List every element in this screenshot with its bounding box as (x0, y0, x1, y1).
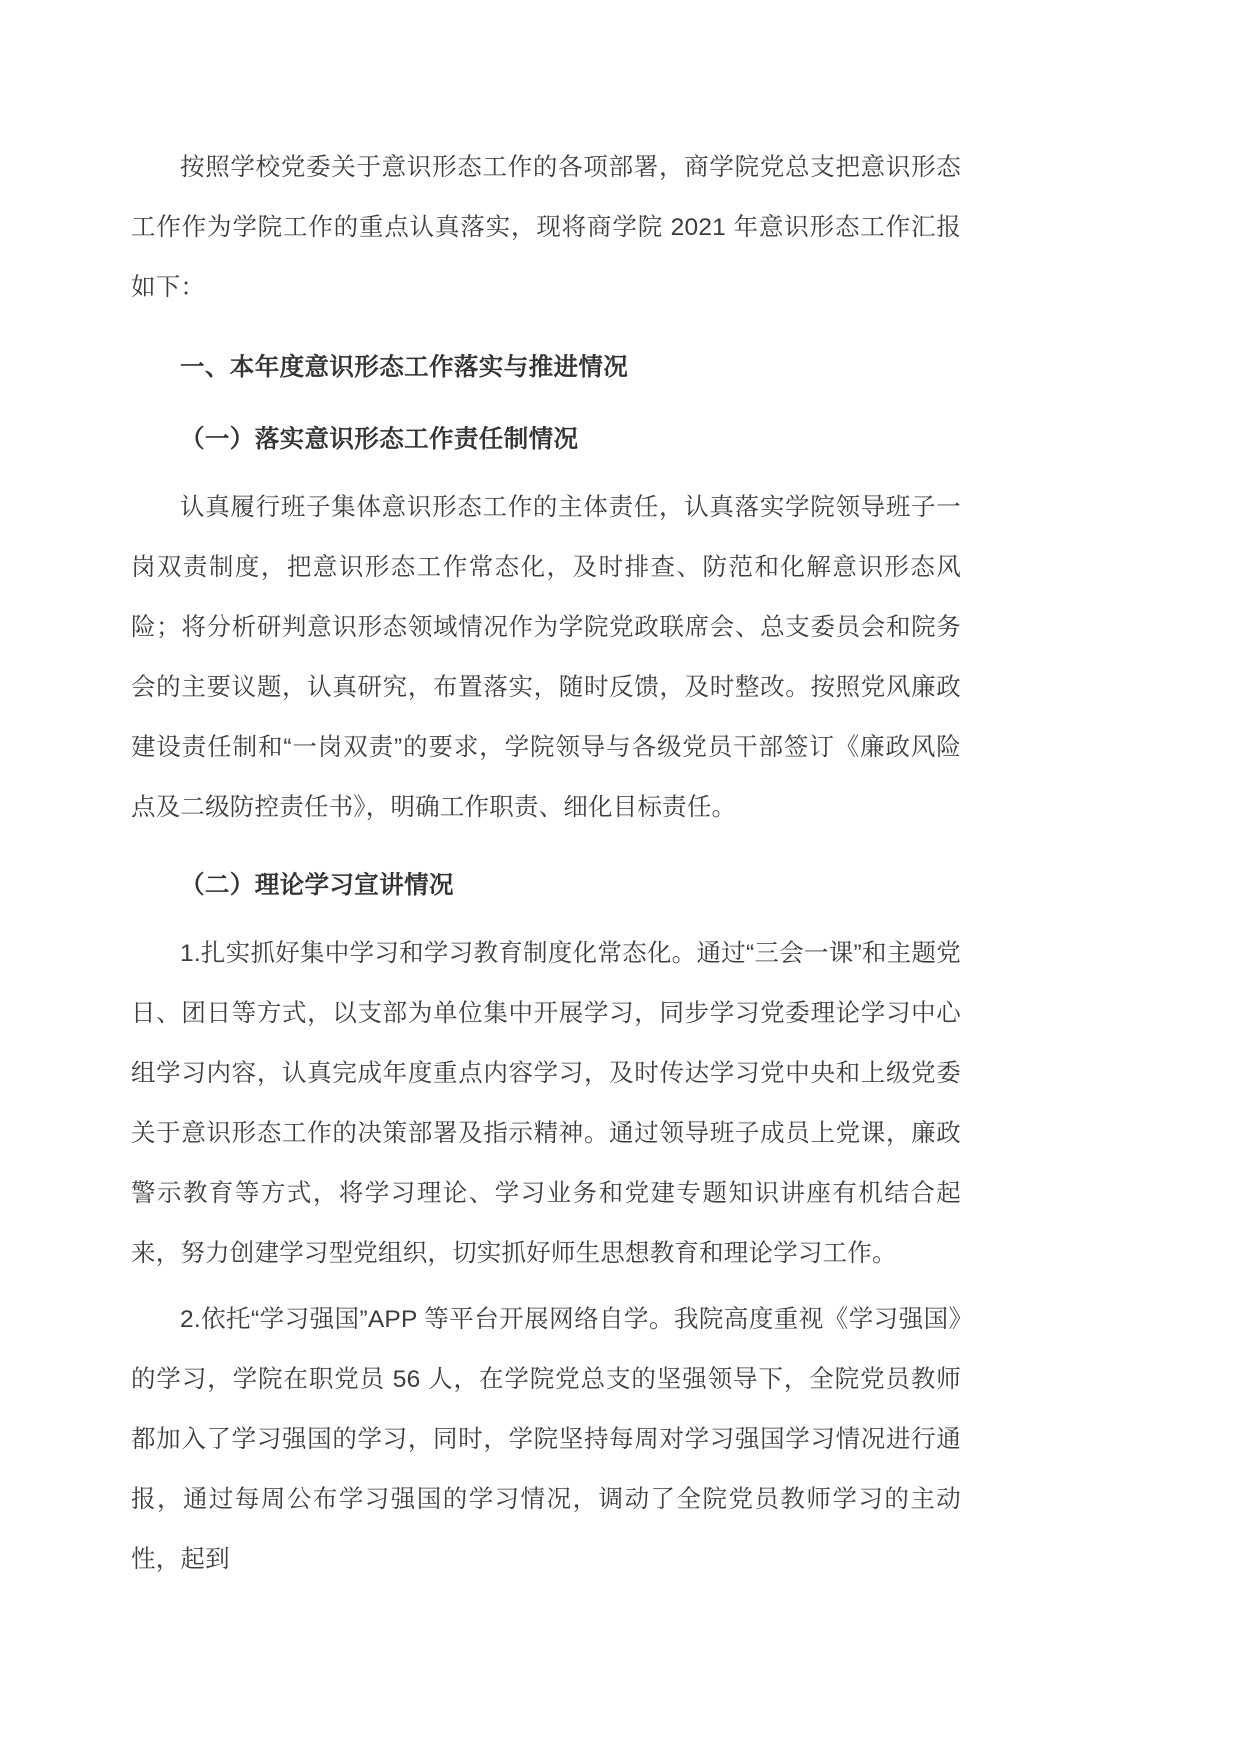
intro-paragraph: 按照学校党委关于意识形态工作的各项部署，商学院党总支把意识形态工作作为学院工作的重点认真落实，现将商学院 2021 年意识形态工作汇报如下： (131, 154, 961, 301)
section-1-2-item-2: 2.依托“学习强国”APP 等平台开展网络自学。我院高度重视《学习强国》的学习，学院在职党员 56 人，在学院党总支的坚强领导下，全院党员教师都加入了学习强国的学习，同时，学院坚持每周对学习强国学习情况进行通报，通过每周公布学习强国的学习情况，调动了全院党员教师学习的主动性，起到 (131, 1306, 961, 1573)
subsection-heading-1-1: （一）落实意识形态工作责任制情况 (180, 426, 579, 453)
subsection-heading-1-2: （二）理论学习宣讲情况 (180, 872, 454, 899)
document-body (131, 138, 961, 1590)
section-1-2-item-1: 1.扎实抓好集中学习和学习教育制度化常态化。通过“三会一课”和主题党日、团日等方式，以支部为单位集中开展学习，同步学习党委理论学习中心组学习内容，认真完成年度重点内容学习，及时传达学习党中央和上级党委关于意识形态工作的决策部署及指示精神。通过领导班子成员上党课，廉政警示教育等方式，将学习理论、学习业务和党建专题知识讲座有机结合起来，努力创建学习型党组织，切实抓好师生思想教育和理论学习工作。 (131, 940, 961, 1267)
section-heading-1: 一、本年度意识形态工作落实与推进情况 (180, 354, 629, 381)
spacer (131, 838, 961, 844)
section-1-1-body: 认真履行班子集体意识形态工作的主体责任，认真落实学院领导班子一岗双责制度，把意识形态工作常态化，及时排查、防范和化解意识形态风险；将分析研判意识形态领域情况作为学院党政联席会、总支委员会和院务会的主要议题，认真研究，布置落实，随时反馈，及时整改。按照党风廉政建设责任制和“一岗双责”的要求，学院领导与各级党员干部签订《廉政风险点及二级防控责任书》，明确工作职责、细化目标责任。 (131, 494, 961, 821)
spacer (131, 318, 961, 324)
